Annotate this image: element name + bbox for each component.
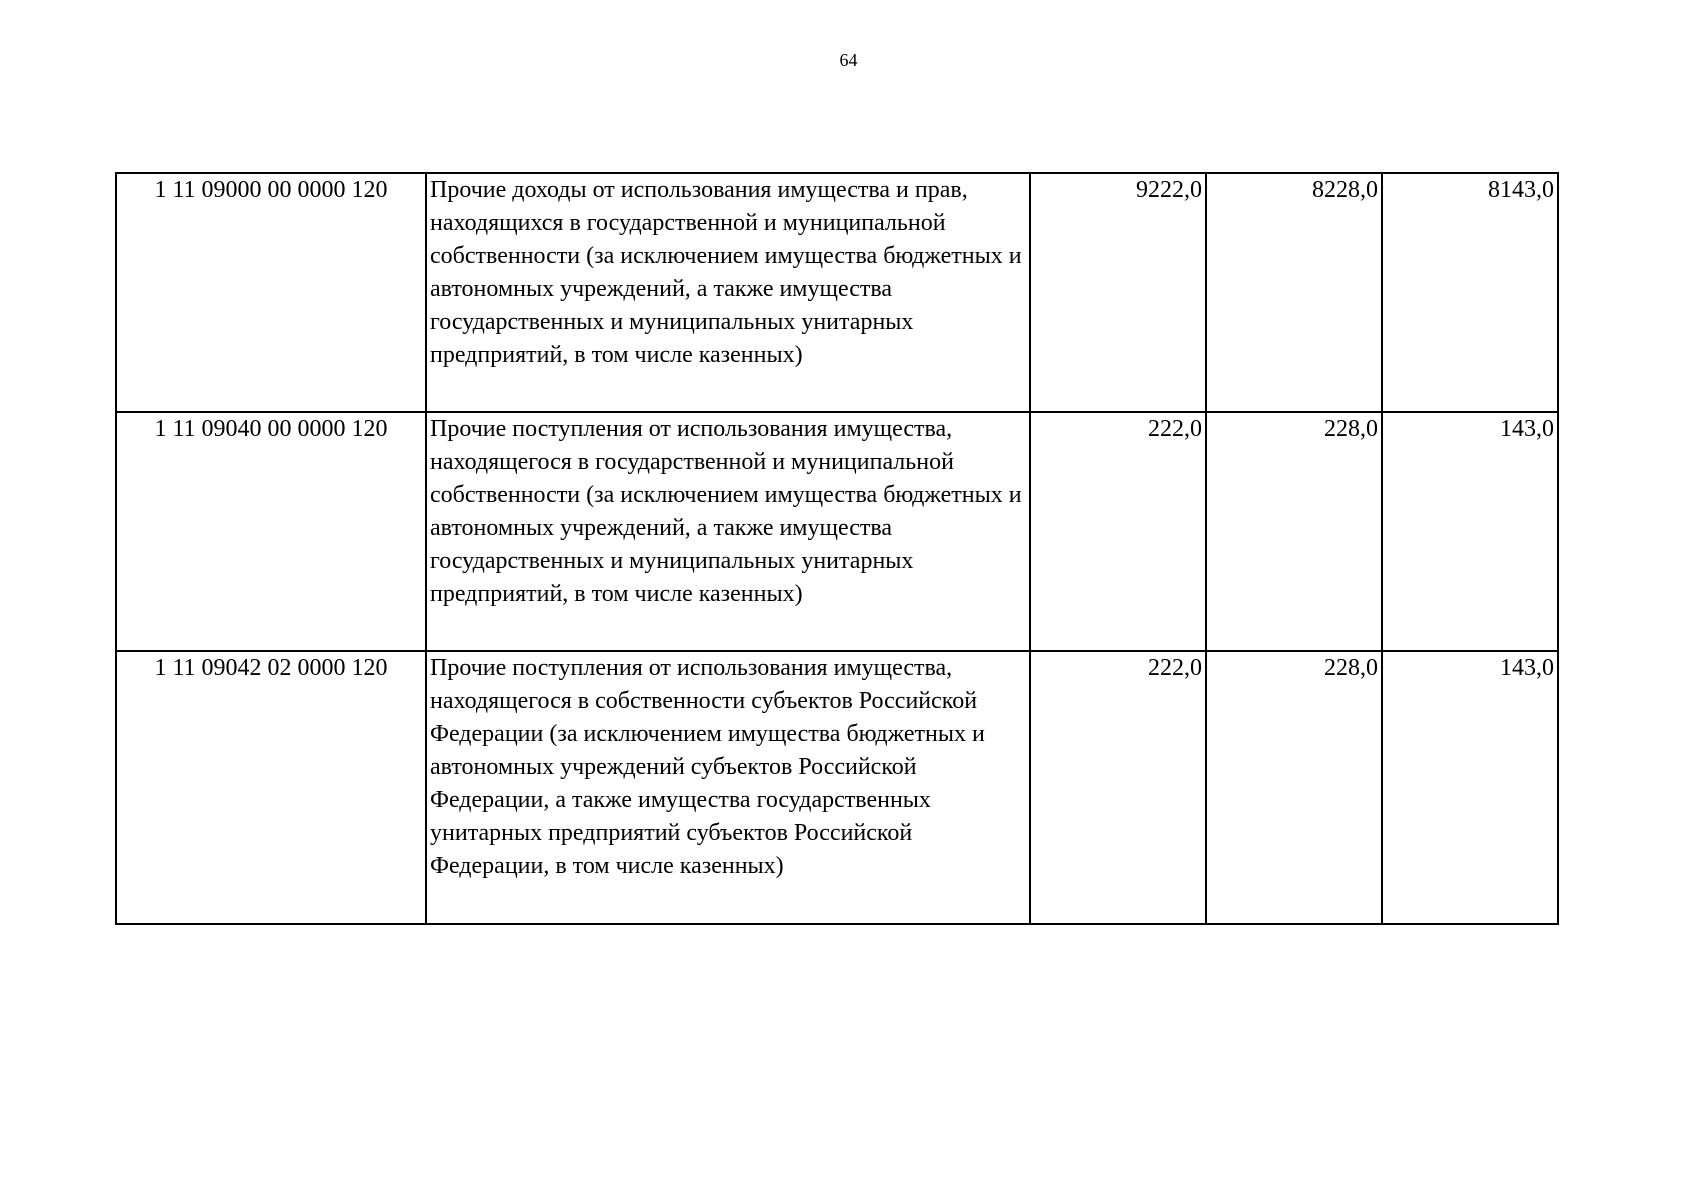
table-row	[116, 651, 1558, 924]
description-cell: Прочие доходы от использования имущества и прав, находящихся в государственной и муниципальной собственности (за исключением имущества бюджетных и автономных учреждений, а также имущества государственных и муниципальных унитарных предприятий, в том числе казенных)	[426, 173, 1030, 412]
value-cell-year-1: 222,0	[1030, 651, 1206, 924]
description-cell: Прочие поступления от использования имущества, находящегося в собственности субъектов Российской Федерации (за исключением имущества бюджетных и автономных учреждений субъектов Российской Федерации, а также имущества государственных унитарных предприятий субъектов Российской Федерации, в том числе казенных)	[426, 651, 1030, 924]
value-cell-year-3: 143,0	[1382, 651, 1558, 924]
description-cell: Прочие поступления от использования имущества, находящегося в государственной и муниципальной собственности (за исключением имущества бюджетных и автономных учреждений, а также имущества государственных и муниципальных унитарных предприятий, в том числе казенных)	[426, 412, 1030, 651]
budget-code-cell: 1 11 09040 00 0000 120	[116, 412, 426, 651]
value-cell-year-3: 8143,0	[1382, 173, 1558, 412]
value-cell-year-1: 222,0	[1030, 412, 1206, 651]
budget-code-cell: 1 11 09000 00 0000 120	[116, 173, 426, 412]
value-cell-year-2: 228,0	[1206, 412, 1382, 651]
value-cell-year-2: 8228,0	[1206, 173, 1382, 412]
value-cell-year-1: 9222,0	[1030, 173, 1206, 412]
page-number: 64	[839, 50, 858, 70]
value-cell-year-2: 228,0	[1206, 651, 1382, 924]
value-cell-year-3: 143,0	[1382, 412, 1558, 651]
budget-code-cell: 1 11 09042 02 0000 120	[116, 651, 426, 924]
revenue-table	[115, 172, 1559, 925]
table-row	[116, 412, 1558, 651]
table-row	[116, 173, 1558, 412]
